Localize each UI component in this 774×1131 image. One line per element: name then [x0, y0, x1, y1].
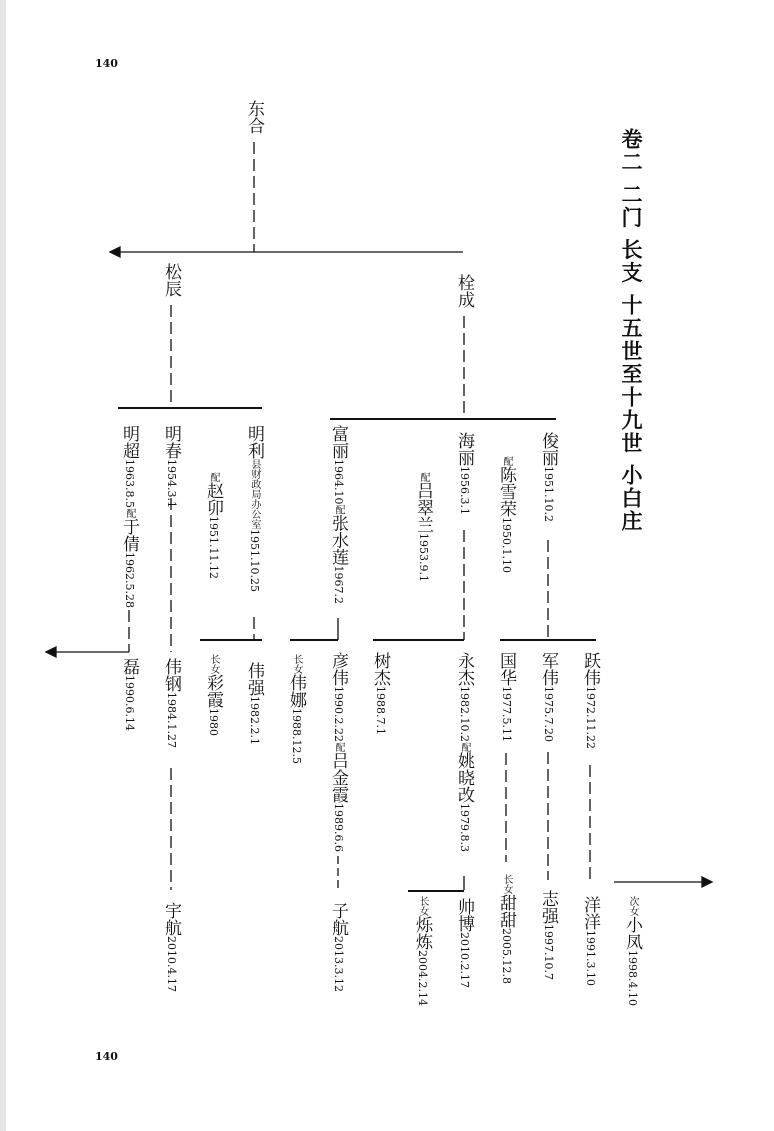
- birth-date: 2004.2.14: [416, 950, 429, 1006]
- person-name: 伟强: [244, 662, 264, 696]
- person-donghe: [244, 100, 264, 134]
- daughter-prefix: 长女: [501, 874, 512, 894]
- person-name: 子航: [328, 902, 348, 936]
- person-name: 俊丽: [538, 432, 558, 466]
- birth-date: 1954.3.1: [165, 459, 178, 508]
- person-name: 明超: [119, 425, 139, 459]
- spouse-prefix: 配: [208, 472, 219, 482]
- spouse-date: 1962.5.28: [123, 551, 136, 608]
- person-songchen: [161, 263, 181, 297]
- daughter-prefix: 长女: [417, 896, 428, 916]
- birth-date: 1998.4.10: [626, 950, 639, 1006]
- spouse-prefix: 配: [333, 504, 344, 515]
- birth-date: 1977.5.11: [500, 686, 513, 742]
- spouse-name: 陈雪荣: [496, 466, 516, 517]
- arrow-left-lower-head: [46, 647, 56, 657]
- birth-date: 1980: [207, 708, 220, 736]
- person-name: 磊: [119, 658, 139, 675]
- birth-date: 1951.10.25: [248, 529, 261, 592]
- person-shujie: [370, 652, 390, 735]
- spouse-lvcuilan: [413, 472, 433, 582]
- person-xiaofeng: [622, 896, 642, 1006]
- person-name: 明利: [244, 425, 264, 459]
- spouse-date: 1989.6.6: [332, 802, 345, 852]
- person-name: 富丽: [328, 425, 348, 459]
- person-name: 宇航: [161, 902, 181, 936]
- person-junli: [538, 432, 558, 522]
- page-number-bottom: 140: [95, 1050, 118, 1063]
- birth-date: 1982.2.1: [248, 696, 261, 745]
- page-title: 卷二 二门 长支 十五世至十九世 小白庄: [619, 128, 644, 534]
- person-name: 永杰: [454, 652, 474, 686]
- birth-date: 1951.10.2: [542, 466, 555, 522]
- person-junwei: [538, 652, 558, 742]
- person-name: 松辰: [161, 263, 181, 297]
- person-mingli: [244, 425, 264, 592]
- person-zihang: [328, 902, 348, 992]
- spouse-prefix: 配: [459, 741, 470, 752]
- person-fuli: [328, 425, 348, 604]
- person-name: 国华: [496, 652, 516, 686]
- person-lei: [119, 658, 139, 731]
- person-name: 明春: [161, 425, 181, 459]
- person-yanwei: [328, 652, 348, 852]
- spouse-name: 吕金霞: [328, 751, 348, 803]
- person-name: 彩霞: [203, 674, 223, 708]
- birth-date: 1988.12.5: [290, 708, 303, 764]
- person-yuhang: [161, 902, 181, 992]
- person-yongjie: [454, 652, 474, 852]
- spouse-name: 姚晓改: [454, 751, 474, 803]
- spouse-prefix: 配: [501, 456, 512, 466]
- birth-date: 2005.12.8: [500, 928, 513, 984]
- daughter-prefix: 长女: [208, 654, 219, 674]
- person-shuancheng: [454, 274, 474, 308]
- birth-date: 2010.2.17: [458, 932, 471, 988]
- birth-date: 1975.7.20: [542, 686, 555, 742]
- person-weina: [286, 654, 306, 764]
- birth-date: 1964.10: [332, 459, 345, 505]
- person-weiqiang: [244, 662, 264, 745]
- birth-date: 1990.6.14: [123, 675, 136, 731]
- person-name: 彦伟: [328, 652, 348, 686]
- daughter-prefix: 长女: [291, 654, 302, 674]
- daughter-prefix: 次女: [627, 896, 638, 916]
- spouse-zhaomao: [203, 472, 223, 579]
- spouse-name: 张水莲: [328, 514, 348, 566]
- spouse-prefix: 配: [333, 741, 344, 752]
- spouse-prefix: 配: [418, 472, 429, 482]
- person-yuewei: [580, 652, 600, 749]
- birth-date: 1988.7.1: [374, 686, 387, 735]
- office-note: 县财政局办公室: [249, 459, 260, 529]
- person-caixia: [203, 654, 223, 736]
- person-guohua: [496, 652, 516, 742]
- person-name: 甜甜: [496, 894, 516, 928]
- spouse-date: 1953.9.1: [417, 533, 430, 582]
- birth-date: 1972.11.22: [584, 686, 597, 749]
- person-name: 栓成: [454, 274, 474, 308]
- person-name: 海丽: [454, 432, 474, 466]
- person-weigang: [161, 658, 181, 748]
- birth-date: 2010.4.17: [165, 936, 178, 992]
- spouse-date: 1967.2: [332, 565, 345, 604]
- page-number-top: 140: [95, 57, 118, 70]
- person-name: 跃伟: [580, 652, 600, 686]
- person-shuolian: [412, 896, 432, 1006]
- spouse-name: 吕翠兰: [413, 482, 433, 533]
- person-tiantian: [496, 874, 516, 984]
- birth-date: 1956.3.1: [458, 466, 471, 515]
- spouse-date: 1979.8.3: [458, 802, 471, 852]
- spouse-name: 于倩: [119, 517, 139, 552]
- person-name: 洋洋: [580, 896, 600, 930]
- spouse-name: 赵卯: [203, 482, 223, 516]
- birth-date: 1982.10.2: [458, 686, 471, 742]
- spouse-date: 1950.1.10: [500, 517, 513, 573]
- person-mingchao: [119, 425, 139, 608]
- person-zhiqiang: [538, 890, 558, 980]
- spouse-chenxuerong: [496, 456, 516, 573]
- person-name: 烁炼: [412, 916, 432, 950]
- birth-date: 1990.2.22: [332, 686, 345, 742]
- spouse-prefix: 配: [124, 507, 135, 518]
- person-name: 伟钢: [161, 658, 181, 692]
- person-name: 帅博: [454, 898, 474, 932]
- arrow-right-head: [702, 877, 712, 887]
- person-name: 伟娜: [286, 674, 306, 708]
- arrow-left-top-head: [110, 247, 120, 257]
- birth-date: 1963.8.5: [123, 459, 136, 508]
- person-name: 军伟: [538, 652, 558, 686]
- birth-date: 1991.3.10: [584, 930, 597, 986]
- person-name: 树杰: [370, 652, 390, 686]
- person-name: 志强: [538, 890, 558, 924]
- birth-date: 1984.1.27: [165, 692, 178, 748]
- birth-date: 1997.10.7: [542, 924, 555, 980]
- person-name: 东合: [244, 100, 264, 134]
- person-haili: [454, 432, 474, 515]
- birth-date: 2013.3.12: [332, 936, 345, 992]
- spouse-date: 1951.11.12: [207, 516, 220, 579]
- person-mingchun: [161, 425, 181, 508]
- person-name: 小凤: [622, 916, 642, 950]
- person-shuaibo: [454, 898, 474, 988]
- person-yangyang: [580, 896, 600, 986]
